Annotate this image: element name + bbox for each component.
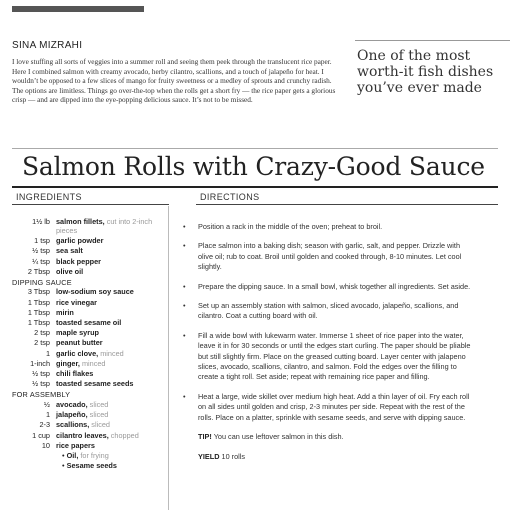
ingredient-name: Oil, — [66, 450, 79, 460]
ingredient-qty: 1 tsp — [34, 236, 50, 246]
ingredient-qty: ¼ tsp — [32, 256, 50, 266]
ingredient-name: ginger, — [56, 358, 80, 368]
ingredient-row — [0, 442, 170, 451]
ingredient-row — [0, 329, 170, 338]
ingredient-name: salmon fillets, — [56, 217, 105, 226]
ingredient-name: jalapeño, — [56, 410, 88, 420]
ingredients-heading-rule — [12, 204, 169, 205]
ingredient-row — [0, 309, 170, 318]
ingredient-row — [0, 350, 170, 359]
ingredient-name: maple syrup — [56, 328, 99, 338]
ingredient-name: low-sodium soy sauce — [56, 287, 134, 297]
ingredient-bullet: • Oil, for frying — [62, 450, 109, 460]
ingredient-note: minced — [81, 358, 106, 368]
ingredient-qty: 1-inch — [30, 358, 50, 368]
ingredient-row — [0, 319, 170, 328]
ingredient-row — [0, 237, 170, 246]
pull-quote-rule — [355, 40, 510, 41]
ingredient-qty: ½ — [43, 399, 50, 409]
tip-label: TIP! — [198, 432, 212, 442]
ingredient-row — [0, 370, 170, 379]
ingredient-name: peanut butter — [56, 338, 103, 348]
ingredient-qty: 2 tsp — [34, 338, 50, 348]
ingredient-qty: 2 Tbsp — [27, 266, 50, 276]
ingredient-row — [0, 268, 170, 277]
ingredient-row — [0, 401, 170, 410]
tip-text: You can use leftover salmon in this dish. — [213, 432, 344, 442]
ingredient-qty: 3 Tbsp — [27, 287, 50, 297]
ingredient-row — [0, 218, 170, 236]
direction-step: • Fill a wide bowl with lukewarm water. Immerse 1 sheet of rice paper into the water, leave it in for 30 seconds or until the edges start curling. The paper should be pliable but still slightly firm. Place on the greased cutting board. Layer center with jalapeno slices, avocado, scallions, cilantro, and salmon. Fold the edges over the filling to create a tight roll. Set aside; repeat with remaining rice paper and filling. — [183, 331, 475, 383]
ingredient-qty: 2-3 — [39, 420, 50, 430]
ingredient-name: olive oil — [56, 266, 84, 276]
ingredient-note: for frying — [80, 450, 109, 460]
direction-step: • Heat a large, wide skillet over medium high heat. Add a thin layer of oil. Fry each roll on all sides until golden and crisp, 2-3 minutes per side. Repeat with the rest of the rolls. Place on a platter, sprinkle with sesame seeds, and serve with dipping sauce. — [183, 392, 475, 423]
ingredient-name: garlic clove, — [56, 348, 99, 358]
ingredient-name: scallions, — [56, 420, 90, 430]
title-top-rule — [12, 148, 498, 149]
ingredient-row — [0, 380, 170, 389]
ingredients-list — [0, 218, 170, 472]
ingredient-note: sliced — [91, 420, 110, 430]
ingredient-row — [0, 411, 170, 420]
ingredient-note: sliced — [89, 410, 109, 420]
title-underline — [12, 186, 498, 188]
ingredient-qty: ½ tsp — [32, 246, 50, 256]
ingredient-name: chili flakes — [56, 369, 94, 379]
ingredient-name: cilantro leaves, — [56, 430, 109, 440]
assembly-heading: FOR ASSEMBLY — [12, 390, 71, 400]
ingredient-name: garlic powder — [56, 236, 104, 246]
ingredient-name: avocado, — [56, 399, 88, 409]
ingredient-bullet: • Sesame seeds — [62, 461, 117, 471]
direction-step: • Prepare the dipping sauce. In a small bowl, whisk together all ingredients. Set aside. — [183, 282, 475, 292]
direction-step: • Place salmon into a baking dish; season with garlic, salt, and pepper. Drizzle with olive oil; rub to coat. Broil until golden and cooked through, 8-10 minutes. Let cool slightly. — [183, 241, 475, 272]
ingredient-qty: 1 — [45, 348, 50, 358]
ingredient-note: cut into 2-inch pieces — [56, 217, 153, 235]
ingredient-name: mirin — [56, 307, 74, 317]
ingredient-name: Sesame seeds — [66, 461, 117, 471]
ingredient-qty: 1 Tbsp — [27, 297, 50, 307]
ingredient-name: toasted sesame seeds — [56, 379, 134, 389]
ingredient-row — [0, 432, 170, 441]
directions-heading: DIRECTIONS — [200, 192, 260, 202]
ingredient-row — [0, 421, 170, 430]
ingredient-note: minced — [100, 348, 124, 358]
ingredient-name: black pepper — [56, 256, 102, 266]
ingredient-row — [0, 339, 170, 348]
ingredient-qty: 10 — [41, 440, 50, 450]
ingredient-qty: ½ tsp — [32, 369, 50, 379]
ingredient-note: chopped — [110, 430, 139, 440]
recipe-intro: I love stuffing all sorts of veggies into a summer roll and seeing them peek through the translucent rice paper. Here I combined salmon with creamy avocado, herby cilantro, scallions, and a touch of jalapeño for heat. I wouldn’t be opposed to a few slices of mango for fruity sweetness or a medley of sprouts and crunchy radish. The options are limitless. Things go over-the-top when the rolls get a short fry — the rice paper gets a glorious crisp — and are dipped into the eye-popping delicious sauce. It’s not to be missed. — [12, 57, 336, 105]
recipe-yield — [183, 452, 475, 462]
ingredient-name: toasted sesame oil — [56, 318, 122, 328]
ingredient-row — [0, 299, 170, 308]
author-name: SINA MIZRAHI — [12, 40, 83, 51]
pull-quote: One of the most worth-it fish dishes you’ve ever made — [357, 48, 494, 96]
ingredient-row — [0, 288, 170, 297]
ingredient-name: sea salt — [56, 246, 83, 256]
ingredients-heading: INGREDIENTS — [16, 192, 82, 202]
ingredient-name: rice vinegar — [56, 297, 97, 307]
ingredient-qty: 1 Tbsp — [27, 307, 50, 317]
ingredient-name: rice papers — [56, 440, 95, 450]
yield-label: YIELD — [198, 451, 220, 461]
header-decorative-bar — [12, 6, 144, 12]
ingredient-row — [0, 258, 170, 267]
ingredient-qty: ½ tsp — [32, 379, 50, 389]
yield-value: 10 rolls — [221, 451, 246, 461]
direction-step: • Position a rack in the middle of the oven; preheat to broil. — [183, 222, 475, 232]
ingredient-qty: 1 — [45, 410, 50, 420]
directions-heading-rule — [196, 204, 498, 205]
ingredient-qty: 1 cup — [32, 430, 50, 440]
ingredient-row — [0, 247, 170, 256]
tip-note — [183, 432, 475, 442]
ingredient-qty: 1½ lb — [32, 217, 50, 226]
dipping-sauce-heading: DIPPING SAUCE — [12, 277, 72, 287]
ingredient-qty: 2 tsp — [34, 328, 50, 338]
recipe-title: Salmon Rolls with Crazy-Good Sauce — [22, 152, 485, 181]
direction-step: • Set up an assembly station with salmon, sliced avocado, jalapeño, scallions, and cilantro. Coat a cutting board with oil. — [183, 301, 475, 322]
ingredient-note: sliced — [89, 399, 109, 409]
directions-list — [183, 222, 475, 462]
ingredient-row — [0, 360, 170, 369]
ingredient-qty: 1 Tbsp — [27, 318, 50, 328]
